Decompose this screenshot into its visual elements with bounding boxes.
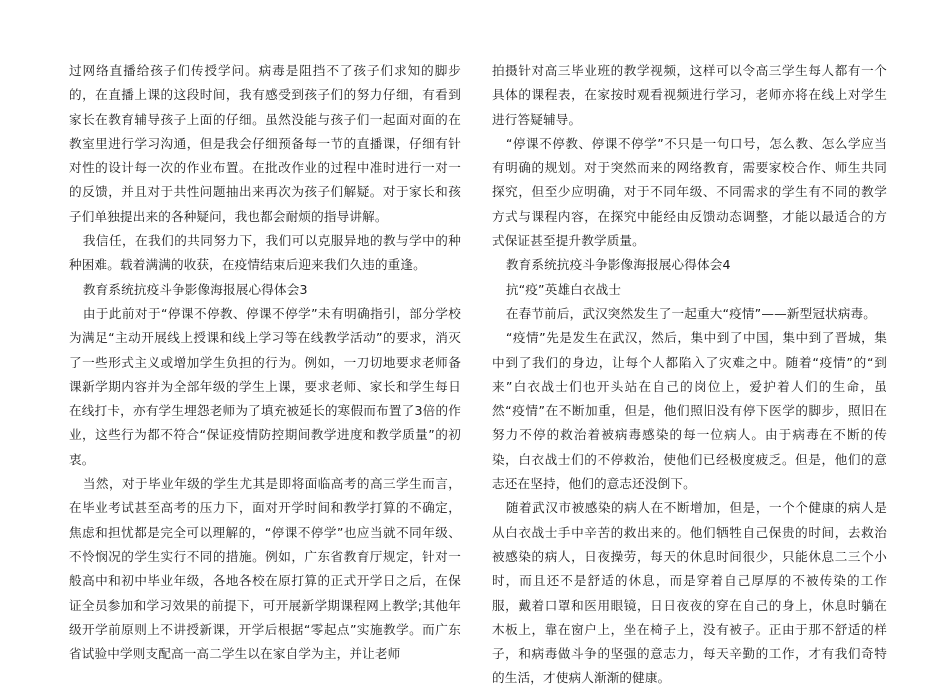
paragraph: “疫情”先是发生在武汉，然后，集中到了中国，集中到了晋城，集中到了我们的身边，让每个人都陷入了灾难之中。随着“疫情”的“到来”白衣战士们也开头站在自己的岗位上，爱护着人们的生命，虽然“疫情”在不断加重，但是，他们照旧没有停下医学的脚步，照旧在努力不停的救治着被病毒感染的每一位病人。由于病毒在不断的传染，白衣战士们的不停救治，使他们已经极度疲乏。但是，他们的意志还在坚持，他们的意志还没倒下。 [492, 330, 887, 492]
right-column [492, 59, 887, 691]
paragraph: 由于此前对于“停课不停教、停课不停学”未有明确指引，部分学校为满足“主动开展线上授课和线上学习等在线教学活动”的要求，消灭了一些形式主义或增加学生负担的行为。例如，一刀切地要求老师备课新学期内容并为全部年级的学生上课，要求老师、家长和学生每日在线打卡，亦有学生埋怨老师为了填充被延长的寒假而布置了3倍的作业，这些行为都不符合“保证疫情防控期间教学进度和教学质量”的初衷。 [69, 305, 461, 467]
paragraph: “停课不停教、停课不停学”不只是一句口号，怎么教、怎么学应当有明确的规划。对于突然而来的网络教育，需要家校合作、师生共同探究，但至少应明确，对于不同年级、不同需求的学生有不同的教学方式与课程内容，在探究中能经由反馈动态调整，才能以最适合的方式保证甚至提升教学质量。 [492, 135, 887, 249]
paragraph: 在春节前后，武汉突然发生了一起重大“疫情”——新型冠状病毒。 [505, 305, 877, 321]
paragraph-continued: 过网络直播给孩子们传授学问。病毒是阻挡不了孩子们求知的脚步的，在直播上课的这段时间，我有感受到孩子们的努力仔细，有看到家长在教育辅导孩子上面的仔细。虽然没能与孩子们一起面对面的在教室里进行学习沟通，但是我会仔细预备每一节的直播课，仔细有针对性的设计每一次的作业布置。在批改作业的过程中准时进行一对一的反馈，并且对于共性问题抽出来再次为孩子们解疑。对于家长和孩子们单独提出来的各种疑问，我也都会耐烦的指导讲解。 [69, 63, 461, 224]
paragraph: 我信任，在我们的共同努力下，我们可以克服异地的教与学中的种种困难。载着满满的收获，在疫情结束后迎来我们久违的重逢。 [69, 233, 461, 273]
paragraph: 当然，对于毕业年级的学生尤其是即将面临高考的高三学生而言，在毕业考试甚至高考的压力下，面对开学时间和教学打算的不确定，焦虑和担忧都是完全可以理解的，“停课不停学”也应当就不同年级、不怜悯况的学生实行不同的措施。例如，广东省教育厅规定，针对一般高中和初中毕业年级，各地各校在原打算的正式开学日之后，在保证全员参加和学习效果的前提下，可开展新学期课程网上教学;其他年级开学前原则上不讲授新课，开学后根据“零起点”实施教学。而广东省试验中学则支配高一高二学生以在家自学为主，并让老师 [69, 476, 461, 662]
section-heading: 教育系统抗疫斗争影像海报展心得体会3 [82, 281, 308, 297]
article-title: 抗“疫”英雄白衣战士 [505, 281, 622, 297]
paragraph: 随着武汉市被感染的病人在不断增加，但是，一个个健康的病人是从白衣战士手中辛苦的救出来的。他们牺牲自己保贵的时间，去救治被感染的病人，日夜操劳，每天的休息时间很少，只能休息二三个小时，而且还不是舒适的休息，而是穿着自己厚厚的不被传染的工作服，戴着口罩和医用眼镜，日日夜夜的穿在自己的身上，休息时躺在木板上，靠在窗户上，坐在椅子上，没有被子。正由于那不舒适的样子，和病毒做斗争的坚强的意志力，每天辛勤的工作，才有我们奇特的生活，才使病人渐渐的健康。 [492, 500, 887, 686]
left-column [69, 59, 461, 666]
paragraph-continued: 拍摄针对高三毕业班的教学视频，这样可以令高三学生每人都有一个具体的课程表，在家按时观看视频进行学习，老师亦将在线上对学生进行答疑辅导。 [492, 63, 887, 127]
section-heading: 教育系统抗疫斗争影像海报展心得体会4 [505, 257, 731, 273]
